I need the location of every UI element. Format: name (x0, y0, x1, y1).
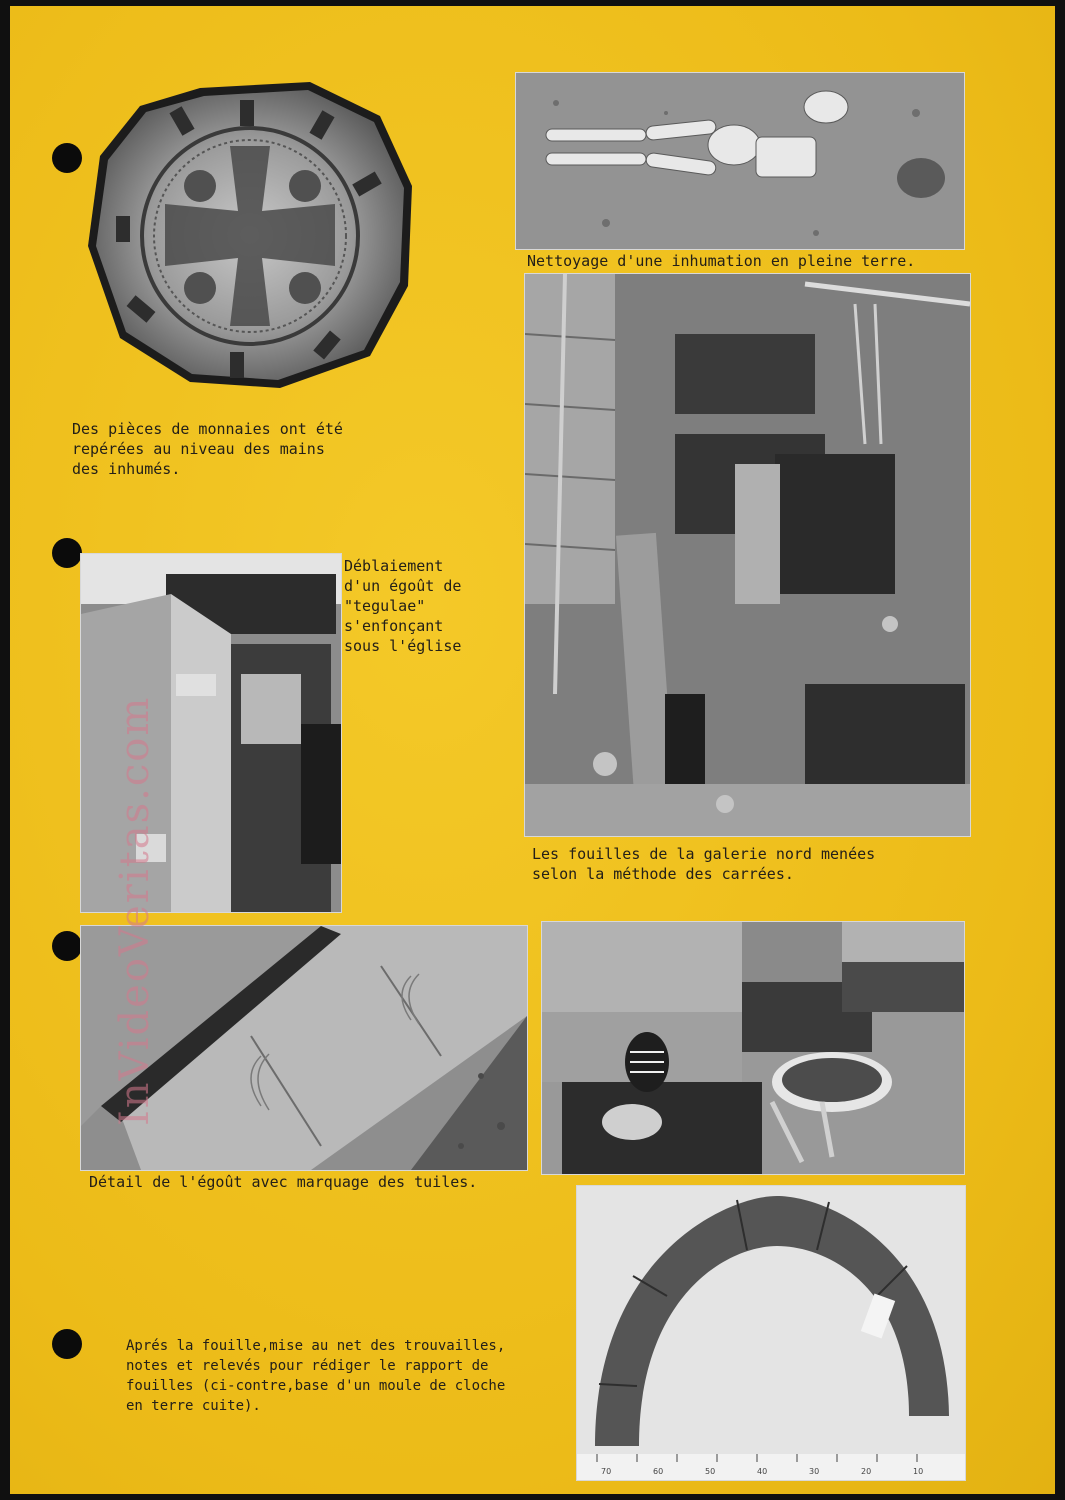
after-dig-caption: Aprés la fouille,mise au net des trouvailles, notes et relevés pour rédiger le rapport de fouilles (ci-contre,base d'un moule de cloche en terre cuite). (126, 1338, 506, 1414)
coins-caption: Des pièces de monnaies ont été repérées au niveau des mains des inhumés. (72, 420, 343, 478)
ruler-number: 20 (861, 1467, 872, 1476)
ruler-number: 70 (601, 1467, 612, 1476)
ruler-number: 50 (705, 1467, 716, 1476)
north-gallery-caption: Les fouilles de la galerie nord menées selon la méthode des carrées. (532, 845, 876, 883)
ruler-number: 40 (757, 1467, 768, 1476)
yellow-sheet (10, 6, 1055, 1494)
punch-hole-2 (52, 538, 82, 568)
ruler-number: 10 (913, 1467, 924, 1476)
sewer-detail-caption: Détail de l'égoût avec marquage des tuiles. (89, 1173, 478, 1191)
punch-hole-3 (52, 931, 82, 961)
coin-image (80, 76, 420, 396)
burial-photo (516, 73, 964, 249)
ruler-number: 60 (653, 1467, 664, 1476)
burial-caption: Nettoyage d'une inhumation en pleine terre. (527, 252, 916, 270)
bell-mould-photo (577, 1186, 965, 1480)
punch-hole-4 (52, 1329, 82, 1359)
ruler-number: 30 (809, 1467, 820, 1476)
punch-hole-1 (52, 143, 82, 173)
north-gallery-photo (525, 274, 970, 836)
workers-photo (542, 922, 964, 1174)
watermark-text: InVideoVeritas.com (112, 695, 158, 1126)
sewer-clearing-caption: Déblaiement d'un égoût de "tegulae" s'enfonçant sous l'église (344, 557, 462, 655)
